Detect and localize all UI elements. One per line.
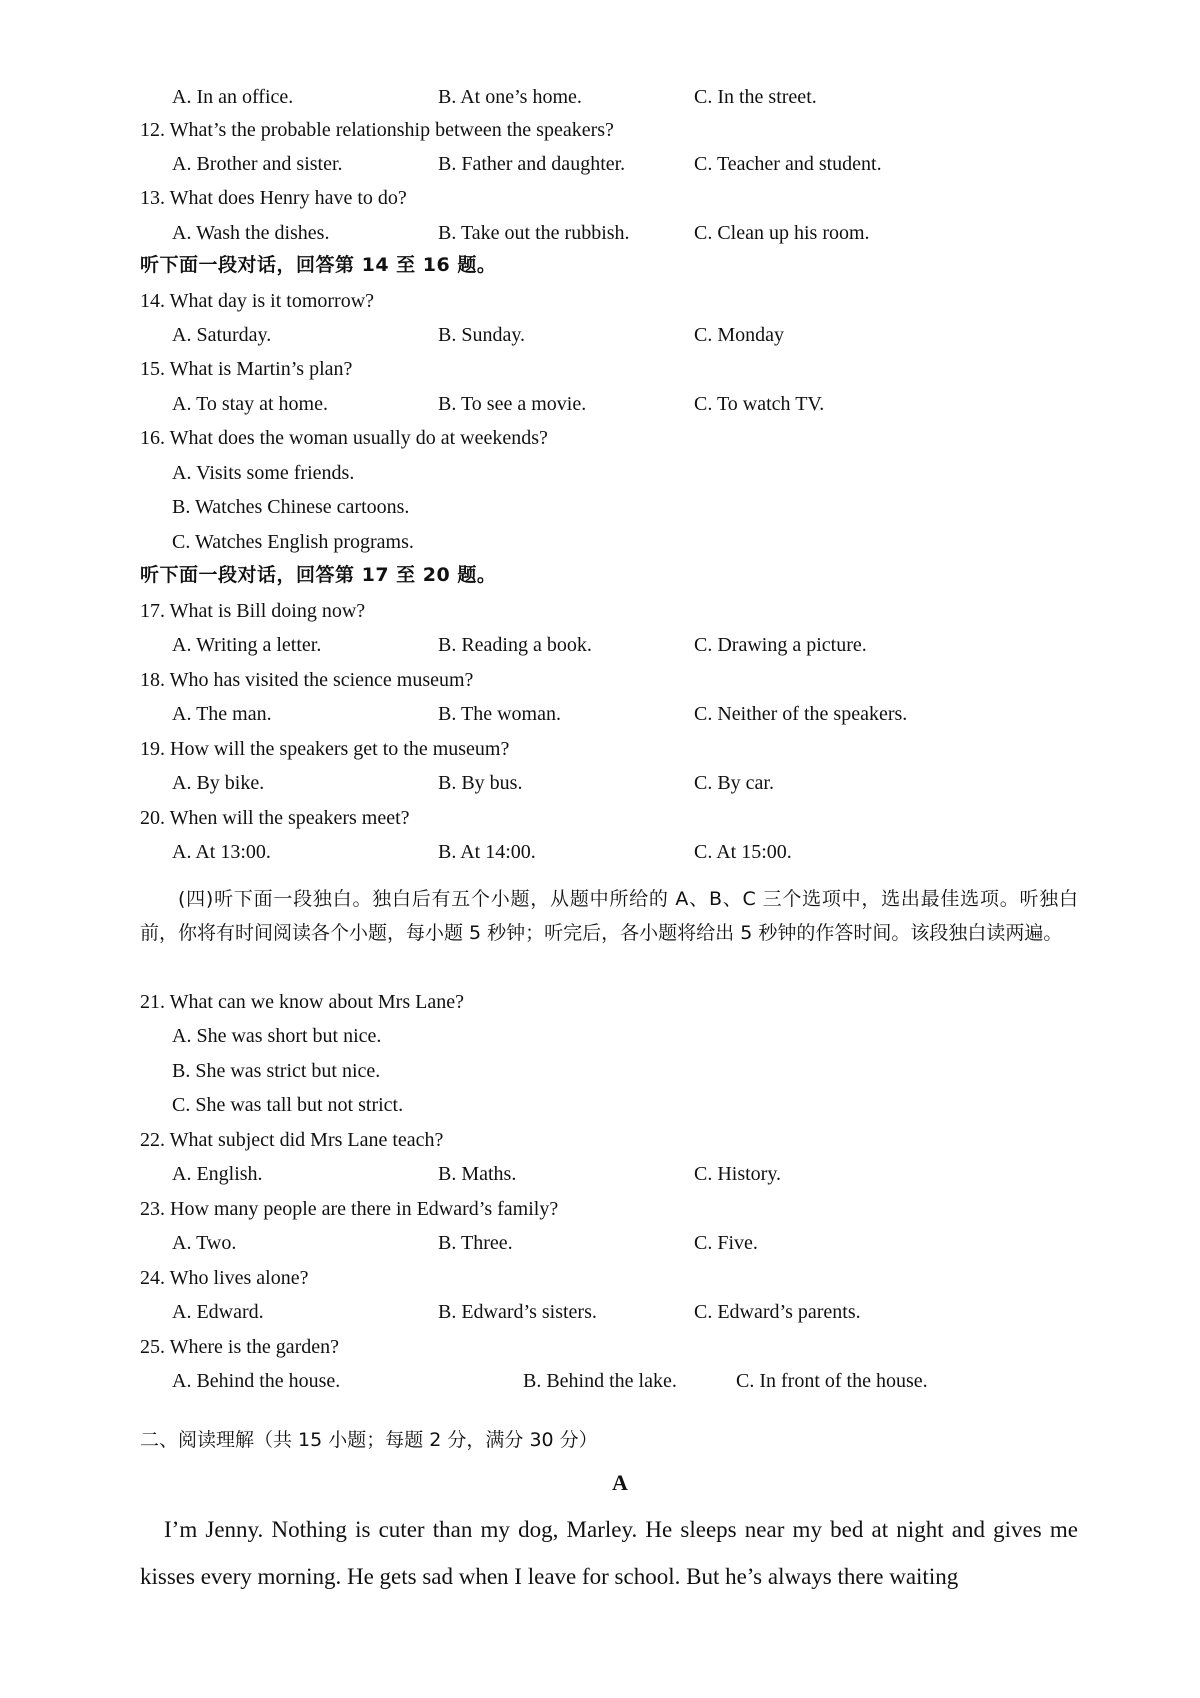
q15-option-c: C. To watch TV.	[694, 393, 825, 415]
passage-a-title: A	[612, 1470, 628, 1495]
q21-option-b: B. She was strict but nice.	[172, 1060, 381, 1082]
q22-option-b: B. Maths.	[438, 1163, 517, 1185]
q19-option-c: C. By car.	[694, 772, 774, 794]
q13-option-a: A. Wash the dishes.	[172, 222, 330, 244]
q21-text: 21. What can we know about Mrs Lane?	[140, 991, 464, 1013]
q13-option-b: B. Take out the rubbish.	[438, 222, 630, 244]
q18-option-a: A. The man.	[172, 703, 272, 725]
q24-option-a: A. Edward.	[172, 1301, 264, 1323]
q20-option-b: B. At 14:00.	[438, 841, 536, 863]
q25-option-a: A. Behind the house.	[172, 1370, 341, 1392]
q22-option-c: C. History.	[694, 1163, 782, 1185]
q13-text: 13. What does Henry have to do?	[140, 187, 407, 209]
q14-option-c: C. Monday	[694, 324, 784, 346]
section-2-heading: 二、阅读理解（共 15 小题；每题 2 分，满分 30 分）	[140, 1429, 598, 1451]
q22-option-a: A. English.	[172, 1163, 263, 1185]
q11-option-a: A. In an office.	[172, 86, 294, 108]
q25-option-c: C. In front of the house.	[736, 1370, 928, 1392]
q21-option-a: A. She was short but nice.	[172, 1025, 382, 1047]
q16-option-b: B. Watches Chinese cartoons.	[172, 496, 410, 518]
q23-option-b: B. Three.	[438, 1232, 513, 1254]
q14-text: 14. What day is it tomorrow?	[140, 290, 375, 312]
q23-option-c: C. Five.	[694, 1232, 758, 1254]
q21-option-c: C. She was tall but not strict.	[172, 1094, 404, 1116]
q17-option-b: B. Reading a book.	[438, 634, 592, 656]
q20-text: 20. When will the speakers meet?	[140, 807, 410, 829]
q19-option-a: A. By bike.	[172, 772, 265, 794]
q20-option-c: C. At 15:00.	[694, 841, 792, 863]
q19-option-b: B. By bus.	[438, 772, 523, 794]
q16-option-a: A. Visits some friends.	[172, 462, 355, 484]
q14-option-a: A. Saturday.	[172, 324, 272, 346]
q23-option-a: A. Two.	[172, 1232, 237, 1254]
q25-option-b: B. Behind the lake.	[523, 1370, 677, 1392]
q13-option-c: C. Clean up his room.	[694, 222, 870, 244]
q24-text: 24. Who lives alone?	[140, 1267, 309, 1289]
q24-option-c: C. Edward’s parents.	[694, 1301, 861, 1323]
q18-option-b: B. The woman.	[438, 703, 561, 725]
q11-option-b: B. At one’s home.	[438, 86, 582, 108]
q16-option-c: C. Watches English programs.	[172, 531, 414, 553]
q14-option-b: B. Sunday.	[438, 324, 526, 346]
q12-text: 12. What’s the probable relationship between the speakers?	[140, 119, 614, 141]
q11-option-c: C. In the street.	[694, 86, 817, 108]
q17-option-a: A. Writing a letter.	[172, 634, 322, 656]
q15-option-a: A. To stay at home.	[172, 393, 328, 415]
q23-text: 23. How many people are there in Edward’s family?	[140, 1198, 559, 1220]
q15-text: 15. What is Martin’s plan?	[140, 358, 353, 380]
q18-text: 18. Who has visited the science museum?	[140, 669, 474, 691]
q25-text: 25. Where is the garden?	[140, 1336, 339, 1358]
q22-text: 22. What subject did Mrs Lane teach?	[140, 1129, 444, 1151]
q15-option-b: B. To see a movie.	[438, 393, 587, 415]
q19-text: 19. How will the speakers get to the museum?	[140, 738, 510, 760]
q12-option-b: B. Father and daughter.	[438, 153, 626, 175]
q24-option-b: B. Edward’s sisters.	[438, 1301, 597, 1323]
q17-text: 17. What is Bill doing now?	[140, 600, 366, 622]
q17-option-c: C. Drawing a picture.	[694, 634, 867, 656]
dialogue-heading-17-20: 听下面一段对话，回答第 17 至 20 题。	[140, 564, 497, 586]
q12-option-a: A. Brother and sister.	[172, 153, 343, 175]
passage-a-text: I’m Jenny. Nothing is cuter than my dog, Marley. He sleeps near my bed at night and gives me kisses every morning. He gets sad when I leave for school. But he’s always there waiting	[140, 1517, 1078, 1589]
q20-option-a: A. At 13:00.	[172, 841, 271, 863]
monologue-instructions: (四)听下面一段独白。独白后有五个小题，从题中所给的 A、B、C 三个选项中，选出最佳选项。听独白前，你将有时间阅读各个小题，每小题 5 秒钟；听完后，各小题将给出 5 秒钟的作答时间。该段独白读两遍。	[140, 888, 1078, 944]
q12-option-c: C. Teacher and student.	[694, 153, 882, 175]
q18-option-c: C. Neither of the speakers.	[694, 703, 908, 725]
dialogue-heading-14-16: 听下面一段对话，回答第 14 至 16 题。	[140, 254, 497, 276]
q16-text: 16. What does the woman usually do at weekends?	[140, 427, 548, 449]
